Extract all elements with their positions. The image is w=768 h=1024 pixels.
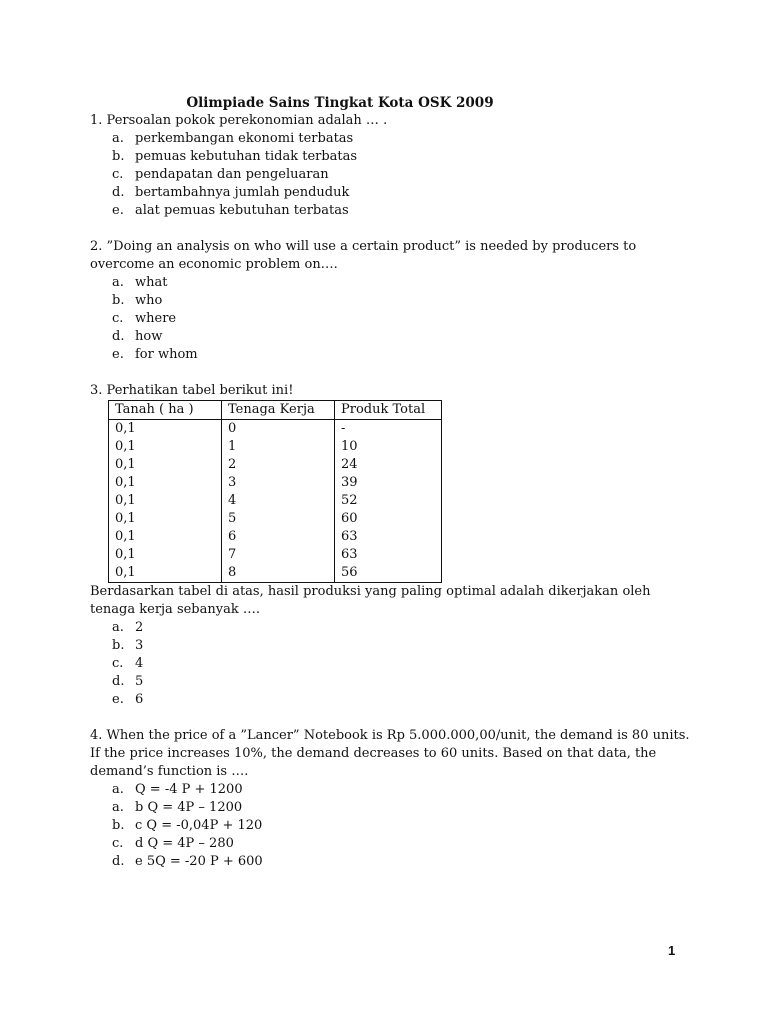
table-cell: 5 [222,510,335,528]
option-text: how [135,329,163,344]
table-cell: 0,1 [109,564,222,583]
table-cell: 63 [335,546,442,564]
option-label: d. [112,185,125,200]
option-label: c. [112,836,124,851]
table-cell: 3 [222,474,335,492]
option-text: perkembangan ekonomi terbatas [135,131,354,146]
document-page [90,94,690,871]
option-label: d. [112,329,125,344]
option-text: what [135,275,168,290]
option-text: pendapatan dan pengeluaran [135,167,329,182]
table-cell: 4 [222,492,335,510]
option-label: b. [112,293,125,308]
option-label: e. [112,203,124,218]
question-text: 3. Perhatikan tabel berikut ini! [90,383,294,398]
question-1 [90,112,690,220]
table-row [109,546,442,564]
option-label: c. [112,656,124,671]
table-cell: 0,1 [109,438,222,456]
option-item [90,202,690,220]
option-text: where [135,311,177,326]
question-followup-text: Berdasarkan tabel di atas, hasil produksi yang paling optimal adalah dikerjakan oleh tenaga kerja sebanyak …. [90,584,651,617]
table-row [109,438,442,456]
table-cell: 0,1 [109,456,222,474]
option-item [90,292,690,310]
table-cell: 2 [222,456,335,474]
option-label: b. [112,149,125,164]
question-text: 2. ”Doing an analysis on who will use a certain product” is needed by producers to overcome an economic problem on…. [90,239,637,272]
option-label: d. [112,854,125,869]
option-list [90,619,690,709]
option-item [90,274,690,292]
option-label: c. [112,167,124,182]
option-text: 4 [135,656,144,671]
option-item [90,184,690,202]
question-2 [90,238,690,364]
table-row [109,510,442,528]
question-text: 4. When the price of a ”Lancer” Notebook is Rp 5.000.000,00/unit, the demand is 80 units. If the price increases 10%, the demand decreases to 60 units. Based on that data, the demand’s function is …. [90,728,690,779]
table-cell: 56 [335,564,442,583]
option-label: a. [112,620,124,635]
table-cell: 24 [335,456,442,474]
option-item [90,637,690,655]
option-item [90,619,690,637]
option-text: bertambahnya jumlah penduduk [135,185,350,200]
option-list [90,130,690,220]
option-label: c. [112,311,124,326]
table-header: Tenaga Kerja [222,401,335,420]
table-cell: 39 [335,474,442,492]
option-text: d Q = 4P – 280 [135,836,234,851]
option-item [90,817,690,835]
option-label: a. [112,800,124,815]
table-cell: 10 [335,438,442,456]
question-text: 1. Persoalan pokok perekonomian adalah … . [90,113,388,128]
table-row [109,456,442,474]
option-text: 6 [135,692,144,707]
table-cell: 52 [335,492,442,510]
option-item [90,346,690,364]
option-label: b. [112,638,125,653]
option-text: who [135,293,163,308]
option-text: c Q = -0,04P + 120 [135,818,263,833]
table-row [109,492,442,510]
option-text: pemuas kebutuhan tidak terbatas [135,149,358,164]
page-number: 1 [668,943,676,958]
option-item [90,655,690,673]
table-cell: 8 [222,564,335,583]
option-text: alat pemuas kebutuhan terbatas [135,203,349,218]
option-text: e 5Q = -20 P + 600 [135,854,263,869]
option-label: a. [112,275,124,290]
table-cell: 63 [335,528,442,546]
option-text: b Q = 4P – 1200 [135,800,243,815]
option-item [90,853,690,871]
table-cell: 0,1 [109,528,222,546]
table-cell: 0,1 [109,510,222,528]
table-header: Tanah ( ha ) [109,401,222,420]
option-label: e. [112,347,124,362]
option-item [90,328,690,346]
option-item [90,148,690,166]
option-label: a. [112,782,124,797]
option-text: 3 [135,638,144,653]
table-cell: 6 [222,528,335,546]
table-row [109,474,442,492]
option-label: d. [112,674,125,689]
table-header: Produk Total [335,401,442,420]
table-cell: 1 [222,438,335,456]
option-list [90,781,690,871]
table-cell: 0,1 [109,492,222,510]
option-text: 5 [135,674,144,689]
option-item [90,781,690,799]
option-label: a. [112,131,124,146]
option-list [90,274,690,364]
table-cell: 0,1 [109,546,222,564]
option-item [90,835,690,853]
table-cell: 60 [335,510,442,528]
option-text: 2 [135,620,144,635]
page-title: Olimpiade Sains Tingkat Kota OSK 2009 [186,95,494,111]
table-row [109,420,442,439]
table-cell: 0,1 [109,474,222,492]
option-item [90,691,690,709]
table-cell: 0 [222,420,335,439]
question-3 [90,382,690,709]
table-cell: 0,1 [109,420,222,439]
table-row [109,564,442,583]
option-item [90,310,690,328]
option-item [90,799,690,817]
option-item [90,673,690,691]
option-item [90,130,690,148]
option-text: Q = -4 P + 1200 [135,782,243,797]
option-label: b. [112,818,125,833]
option-label: e. [112,692,124,707]
table-cell: - [335,420,442,439]
table-row [109,528,442,546]
option-item [90,166,690,184]
production-table [108,400,442,583]
table-cell: 7 [222,546,335,564]
table-header-row [109,401,442,420]
option-text: for whom [135,347,198,362]
question-4 [90,727,690,871]
